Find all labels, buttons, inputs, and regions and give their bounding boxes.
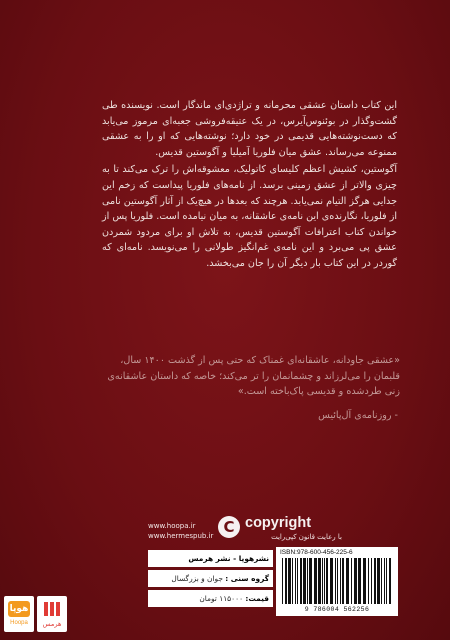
copyright-icon: C (218, 516, 240, 538)
barcode-bar (386, 558, 387, 604)
quote-text: «عشقی جاودانه، عاشقانه‌ای غمناک که حتی پس از گذشت ۱۴۰۰ سال، قلبمان را می‌لرزاند و چشمانمان را تر می‌کند؛ خاصه که داستان عاشقانه‌ی زنی طردشده و قدیسی پاک‌باخته است.» (107, 355, 400, 398)
publisher-logos (0, 596, 70, 640)
hermes-logo-name: هرمس (42, 620, 62, 628)
hoopa-logo (4, 596, 34, 632)
barcode-bar (337, 558, 338, 604)
barcode-bar (368, 558, 369, 604)
hermes-logo (37, 596, 67, 632)
barcode-bar (292, 558, 293, 604)
barcode-bar (342, 558, 344, 604)
price-row (148, 590, 273, 607)
book-info-box (148, 550, 273, 610)
age-group-row (148, 570, 273, 587)
hoopa-logo-name: Hoopa (10, 620, 28, 626)
barcode-bar (384, 558, 385, 604)
price-label: قیمت: (245, 594, 269, 603)
hermes-logo-icon (43, 601, 61, 617)
publisher-row (148, 550, 273, 567)
barcode-bar (303, 558, 306, 604)
barcode-bar (374, 558, 376, 604)
barcode-bar (330, 558, 333, 604)
barcode-bar (309, 558, 312, 604)
barcode-bar (318, 558, 321, 604)
barcode-bar (381, 558, 382, 604)
barcode-bar (285, 558, 287, 604)
barcode-bar (354, 558, 357, 604)
publisher-websites (148, 521, 213, 541)
barcode-bar (389, 558, 391, 604)
price-value: ۱۱۵۰۰۰ تومان (199, 594, 244, 603)
barcode-bar (346, 558, 349, 604)
barcode-bar (335, 558, 336, 604)
isbn-text: ISBN:978-600-456-225-6 (280, 549, 353, 556)
synopsis-paragraph-2: آگوستین، کشیش اعظم کلیسای کاتولیک، معشوقه‌اش را ترک می‌کند تا به چیزی والاتر از عشق زمینی برسد. از نامه‌های فلوریا پیداست که زخم این جدایی هرگز التیام نمی‌یابد. هرچند که بعدها در هیچ‌یک از آثار آگوستین نامی از فلوریا، نگارنده‌ی این نامه‌ی عاشقانه، به میان نیامده است. فلوریا پس از خواندن کتاب اعترافات آگوستین قدیس، به تلاش او برای مردود شمردن عشق پی می‌برد و این نامه‌ی غم‌انگیز طولانی را می‌نویسد. نامه‌ای که گوردر در این کتاب بار دیگر آن را جان می‌بخشد. (102, 164, 397, 269)
barcode-bar (297, 558, 298, 604)
barcode-bar (282, 558, 283, 604)
barcode-bars (282, 558, 392, 604)
barcode-bar (340, 558, 341, 604)
barcode-bar (288, 558, 291, 604)
barcode-bar (377, 558, 380, 604)
review-quote (95, 353, 400, 423)
barcode-bar (351, 558, 352, 604)
barcode-bar (363, 558, 366, 604)
barcode-bar (295, 558, 296, 604)
barcode-bar (322, 558, 323, 604)
website-hoopa[interactable]: www.hoopa.ir (148, 522, 196, 530)
barcode-bar (307, 558, 308, 604)
barcode-bar (371, 558, 372, 604)
website-hermes[interactable]: www.hermespub.ir (148, 532, 214, 540)
age-group-label: گروه سنی : (225, 574, 269, 583)
hoopa-logo-mark: هوپا (8, 601, 30, 617)
synopsis-text (102, 98, 397, 272)
quote-source: - روزنامه‌ی آل‌پائیس (318, 409, 398, 421)
synopsis-paragraph-1: این کتاب داستان عشقی محرمانه و تراژدی‌ای ماندگار است. نویسنده طی گشت‌وگذار در بوئنوس‌آیرس، در یک عتیقه‌فروشی جعبه‌ای مرموز می‌یابد که دست‌نوشته‌هایی قدیمی در خود دارد؛ نوشته‌هایی که او را به عشقی ممنوعه می‌رساند. عشق میان فلوریا آمیلیا و آگوستین قدیس. (102, 100, 397, 158)
copyright-subtitle: با رعایت قانون کپی‌رایت (271, 533, 342, 541)
barcode-bar (314, 558, 317, 604)
barcode-bar (358, 558, 361, 604)
barcode-bar (324, 558, 325, 604)
barcode-bar (300, 558, 302, 604)
isbn-barcode (276, 547, 398, 616)
barcode-bar (326, 558, 328, 604)
copyright-word: copyright (245, 515, 312, 531)
age-group-value: جوان و بزرگسال (171, 574, 223, 583)
barcode-number: 9 786004 562256 (304, 606, 370, 613)
publisher-name: نشرهوپا - نشر هرمس (188, 554, 269, 563)
copyright-badge (218, 515, 342, 543)
